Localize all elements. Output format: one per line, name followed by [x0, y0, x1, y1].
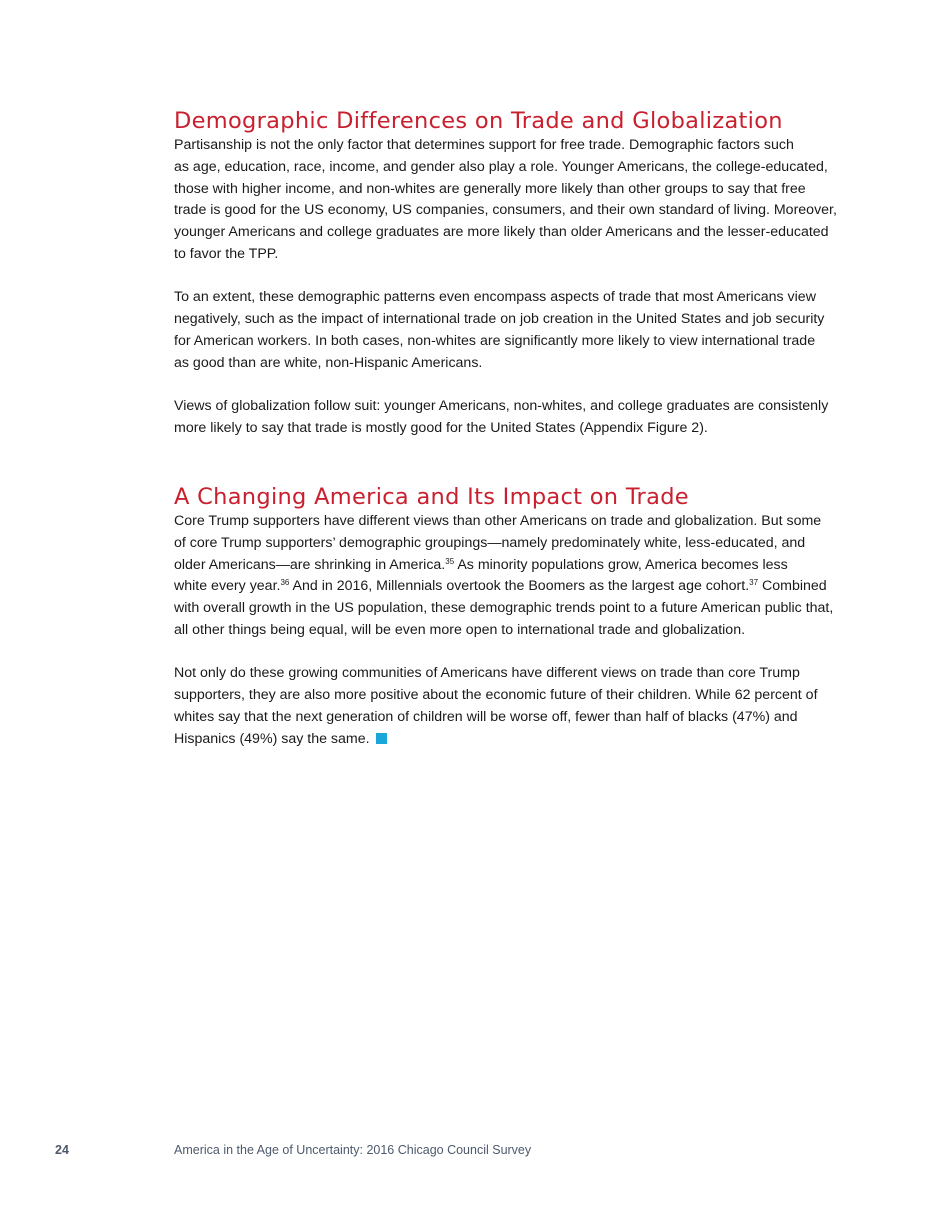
- paragraph: [174, 135, 866, 266]
- text-line: more likely to say that trade is mostly good for the United States (Appendix Figure 2).: [174, 419, 708, 436]
- text-line: Partisanship is not the only factor that determines support for free trade. Demographic factors such: [174, 137, 794, 153]
- text-line: younger Americans and college graduates are more likely than older Americans and the lesser-educated: [174, 224, 829, 241]
- text-line: [174, 576, 866, 598]
- paragraph: [174, 287, 866, 374]
- text-line: as age, education, race, income, and gender also play a role. Younger Americans, the college-educated,: [174, 158, 828, 175]
- footnote-ref-35: 35: [445, 556, 455, 566]
- running-title: America in the Age of Uncertainty: 2016 Chicago Council Survey: [174, 1143, 532, 1157]
- text-line: Views of globalization follow suit: younger Americans, non-whites, and college graduates are consistenly: [174, 397, 829, 414]
- text-run: Combined: [758, 578, 827, 595]
- footnote-ref-36: 36: [280, 578, 290, 588]
- paragraph: [174, 663, 866, 750]
- text-line: Core Trump supporters have different views than other Americans on trade and globalization. But some: [174, 513, 822, 529]
- text-line: whites say that the next generation of children will be worse off, fewer than half of blacks (47%) and: [174, 708, 798, 725]
- text-line: [174, 729, 866, 751]
- paragraph: [174, 511, 866, 642]
- text-line: Not only do these growing communities of Americans have different views on trade than core Trump: [174, 665, 800, 682]
- section-changing-america: [174, 484, 866, 750]
- text-run: As minority populations grow, America becomes less: [454, 556, 788, 573]
- text-line: To an extent, these demographic patterns even encompass aspects of trade that most Americans view: [174, 289, 816, 306]
- text-run: Hispanics (49%) say the same.: [174, 730, 370, 747]
- text-line: all other things being equal, will be even more open to international trade and globalization.: [174, 621, 746, 638]
- text-line: trade is good for the US economy, US companies, consumers, and their own standard of living. Moreover,: [174, 202, 837, 219]
- text-line: for American workers. In both cases, non-whites are significantly more likely to view international trade: [174, 332, 816, 349]
- end-of-article-square-icon: [376, 733, 387, 744]
- text-line: as good than are white, non-Hispanic Americans.: [174, 354, 483, 371]
- text-run: older Americans—are shrinking in America.: [174, 556, 446, 573]
- text-line: of core Trump supporters’ demographic groupings—namely predominately white, less-educated, and: [174, 534, 806, 551]
- text-run: white every year.: [174, 578, 281, 595]
- section-demographic-differences: [174, 108, 866, 440]
- section-heading: Demographic Differences on Trade and Globalization: [174, 108, 783, 134]
- text-line: with overall growth in the US population, these demographic trends point to a future American public that,: [174, 600, 834, 617]
- footnote-ref-37: 37: [749, 578, 759, 588]
- text-line: negatively, such as the impact of international trade on job creation in the United States and job security: [174, 311, 825, 328]
- page-number: 24: [55, 1143, 69, 1157]
- text-run: And in 2016, Millennials overtook the Boomers as the largest age cohort.: [289, 578, 750, 595]
- text-line: those with higher income, and non-whites are generally more likely than other groups to say that free: [174, 180, 806, 197]
- section-heading: A Changing America and Its Impact on Trade: [174, 484, 689, 510]
- text-line: to favor the TPP.: [174, 245, 279, 262]
- text-line: supporters, they are also more positive about the economic future of their children. While 62 percent of: [174, 687, 818, 704]
- text-line: [174, 555, 866, 577]
- paragraph: [174, 396, 866, 440]
